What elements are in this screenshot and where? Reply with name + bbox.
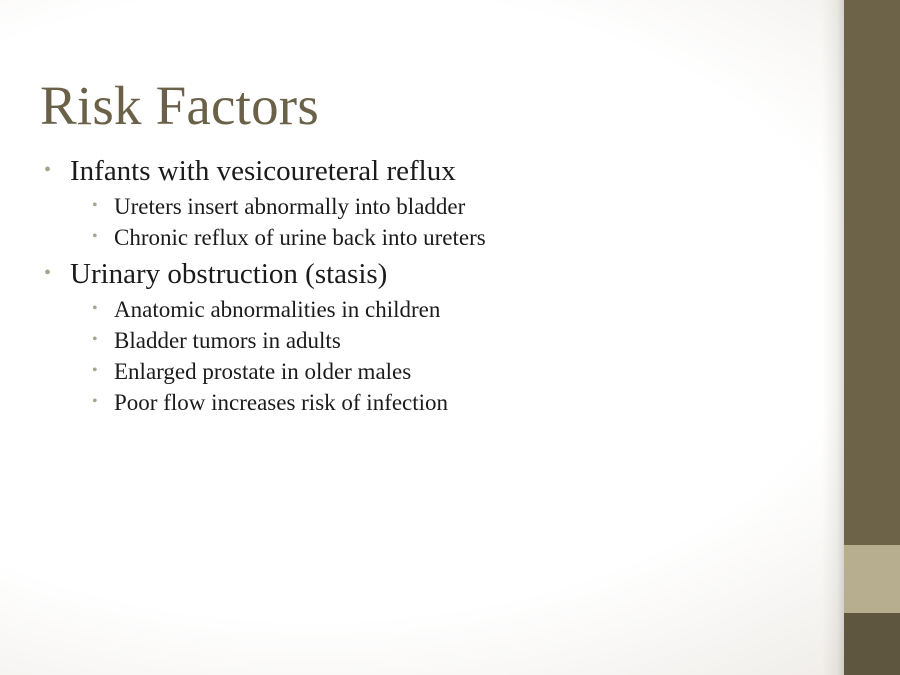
list-item [92, 222, 804, 253]
slide-edge-shadow [822, 0, 844, 675]
list-item-label: Urinary obstruction (stasis) [70, 258, 388, 291]
list-item [92, 387, 804, 418]
list-item-label: Anatomic abnormalities in children [114, 296, 441, 322]
list-item-label: Enlarged prostate in older males [114, 359, 412, 385]
list-item-label: Infants with vesicoureteral reflux [70, 155, 456, 187]
bullet-icon: • [44, 262, 52, 285]
list-item [92, 356, 804, 387]
side-bar-segment-light [844, 545, 900, 613]
side-bar-segment-dark [844, 613, 900, 675]
list-item-label: Chronic reflux of urine back into ureters [114, 224, 486, 250]
list-item-label: Ureters insert abnormally into bladder [114, 193, 466, 219]
bullet-list [44, 150, 804, 419]
bullet-icon: • [92, 299, 98, 317]
list-item [92, 325, 804, 356]
list-item [44, 152, 804, 191]
side-bar-segment-main [844, 0, 900, 545]
bullet-icon: • [92, 196, 98, 214]
bullet-icon: • [92, 393, 98, 411]
bullet-icon: • [92, 227, 98, 245]
list-item [92, 191, 804, 222]
list-item-label: Bladder tumors in adults [114, 327, 341, 353]
bullet-icon: • [92, 362, 98, 380]
list-item-label: Poor flow increases risk of infection [114, 390, 449, 416]
decorative-side-bar [844, 0, 900, 675]
list-item [92, 294, 804, 325]
bullet-icon: • [92, 330, 98, 348]
page-title: Risk Factors [40, 74, 319, 136]
list-item [44, 255, 804, 294]
bullet-icon: • [44, 159, 52, 181]
